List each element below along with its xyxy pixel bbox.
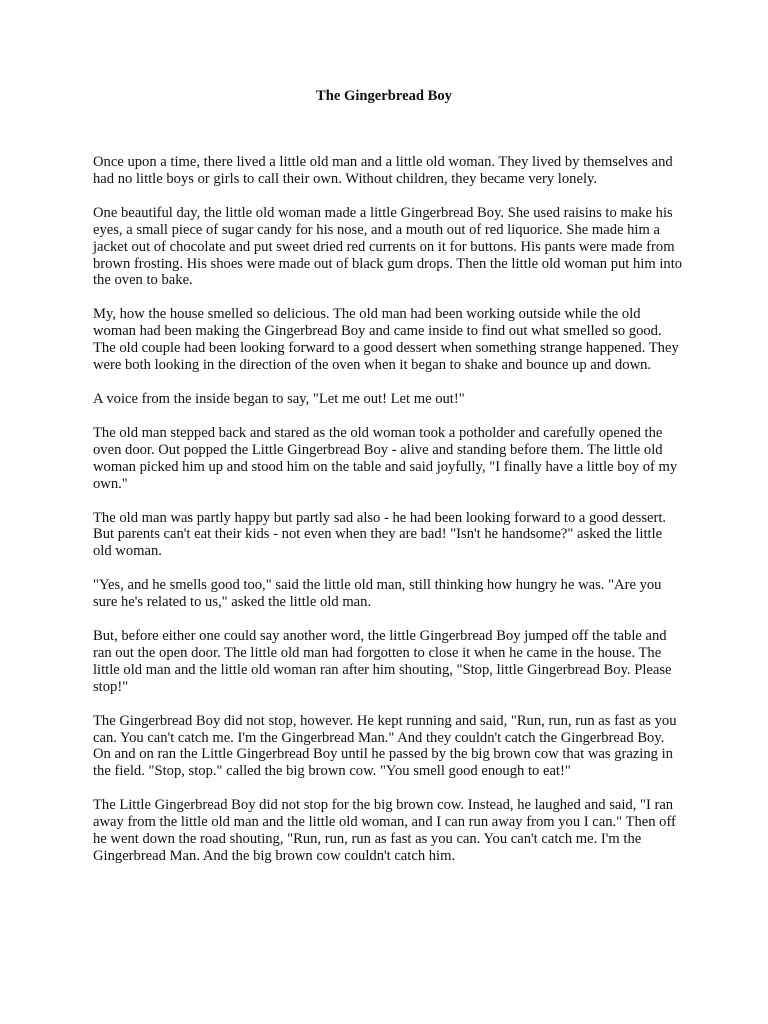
paragraph-2: One beautiful day, the little old woman made a little Gingerbread Boy. She used raisins to make his eyes, a small piece of sugar candy for his nose, and a mouth out of red liquorice. She made him a jacket out of chocolate and put sweet dried red currents on it for buttons. His pants were made from brown frosting. His shoes were made out of black gum drops. Then the little old woman put him into the oven to bake. — [93, 204, 683, 289]
paragraph-7: "Yes, and he smells good too," said the little old man, still thinking how hungry he was. "Are you sure he's related to us," asked the little old man. — [93, 577, 662, 611]
paragraph-3: My, how the house smelled so delicious. The old man had been working outside while the old woman had been making the Gingerbread Boy and came inside to find out what smelled so good. The old couple had been looking forward to a good dessert when something strange happened. They were both looking in the direction of the oven when it began to shake and bounce up and down. — [93, 306, 679, 374]
paragraph-4: A voice from the inside began to say, "Let me out! Let me out!" — [93, 390, 465, 407]
paragraph-6: The old man was partly happy but partly sad also - he had been looking forward to a good dessert. But parents can't eat their kids - not even when they are bad! "Isn't he handsome?" asked the little old woman. — [93, 509, 667, 560]
paragraph-5: The old man stepped back and stared as the old woman took a potholder and carefully opened the oven door. Out popped the Little Gingerbread Boy - alive and standing before them. The little old woman picked him up and stood him on the table and said joyfully, "I finally have a little boy of my own." — [93, 424, 678, 492]
paragraph-8: But, before either one could say another word, the little Gingerbread Boy jumped off the table and ran out the open door. The little old man had forgotten to close it when he came in the house. The little old man and the little old woman ran after him shouting, "Stop, little Gingerbread Boy. Please stop!" — [93, 628, 672, 695]
document-body — [93, 154, 683, 882]
document-title: The Gingerbread Boy — [316, 88, 452, 104]
paragraph-1: Once upon a time, there lived a little old man and a little old woman. They lived by themselves and had no little boys or girls to call their own. Without children, they became very lonely. — [93, 154, 673, 187]
paragraph-10: The Little Gingerbread Boy did not stop for the big brown cow. Instead, he laughed and said, "I ran away from the little old man and the little old woman, and I can run away from you I can." Then off he went down the road shouting, "Run, run, run as fast as you can. You can't catch me. I'm the Gingerbread Man. And the big brown cow couldn't catch him. — [93, 797, 676, 864]
paragraph-9: The Gingerbread Boy did not stop, however. He kept running and said, "Run, run, run as fast as you can. You can't catch me. I'm the Gingerbread Man." And they couldn't catch the Gingerbread Boy. On and on ran the Little Gingerbread Boy until he passed by the big brown cow that was grazing in the field. "Stop, stop." called the big brown cow. "You smell good enough to eat!" — [93, 712, 677, 780]
